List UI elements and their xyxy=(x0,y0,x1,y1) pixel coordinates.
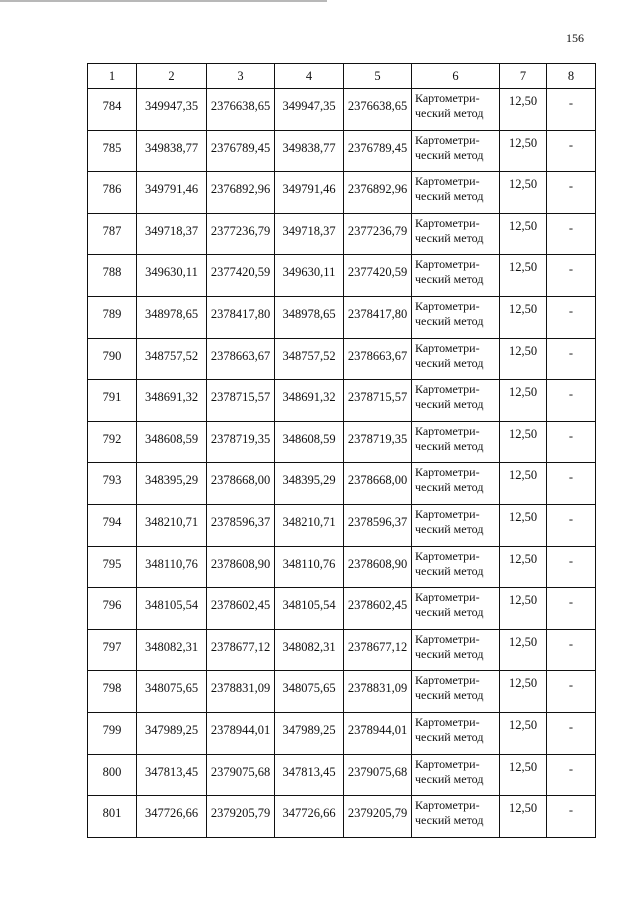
point-number-cell: 797 xyxy=(88,629,137,671)
table-row xyxy=(88,421,596,463)
x-coordinate-repeat-cell: 347989,25 xyxy=(275,712,344,754)
note-cell: - xyxy=(547,338,596,380)
note-cell: - xyxy=(547,629,596,671)
x-coordinate-cell: 349718,37 xyxy=(137,213,207,255)
y-coordinate-repeat-cell: 2378663,67 xyxy=(344,338,412,380)
method-line-2: ческий метод xyxy=(415,438,484,453)
point-number-cell: 798 xyxy=(88,671,137,713)
x-coordinate-repeat-cell: 348082,31 xyxy=(275,629,344,671)
method-line-2: ческий метод xyxy=(415,729,484,744)
x-coordinate-cell: 348075,65 xyxy=(137,671,207,713)
method-line-2: ческий метод xyxy=(415,646,484,661)
method-line-2: ческий метод xyxy=(415,771,484,786)
x-coordinate-repeat-cell: 348757,52 xyxy=(275,338,344,380)
method-line-2: ческий метод xyxy=(415,189,484,204)
width-cell: 12,50 xyxy=(500,463,547,505)
method-line-1: Картометри- xyxy=(415,132,480,147)
method-line-2: ческий метод xyxy=(415,313,484,328)
width-cell: 12,50 xyxy=(500,338,547,380)
method-line-2: ческий метод xyxy=(415,688,484,703)
method-line-2: ческий метод xyxy=(415,563,484,578)
method-line-1: Картометри- xyxy=(415,215,480,230)
x-coordinate-repeat-cell: 348978,65 xyxy=(275,296,344,338)
method-cell xyxy=(412,463,500,505)
header-cell-7: 7 xyxy=(500,64,547,89)
width-cell: 12,50 xyxy=(500,130,547,172)
table-row xyxy=(88,796,596,838)
header-cell-2: 2 xyxy=(137,64,207,89)
y-coordinate-cell: 2376638,65 xyxy=(207,89,275,131)
method-cell xyxy=(412,629,500,671)
method-cell xyxy=(412,796,500,838)
method-cell xyxy=(412,89,500,131)
method-cell xyxy=(412,546,500,588)
y-coordinate-cell: 2378715,57 xyxy=(207,380,275,422)
point-number-cell: 794 xyxy=(88,504,137,546)
width-cell: 12,50 xyxy=(500,588,547,630)
x-coordinate-cell: 348082,31 xyxy=(137,629,207,671)
method-cell xyxy=(412,504,500,546)
point-number-cell: 787 xyxy=(88,213,137,255)
scan-edge-line xyxy=(0,0,327,2)
method-line-1: Картометри- xyxy=(415,465,480,480)
width-cell: 12,50 xyxy=(500,629,547,671)
note-cell: - xyxy=(547,546,596,588)
method-line-2: ческий метод xyxy=(415,106,484,120)
table-row xyxy=(88,754,596,796)
x-coordinate-cell: 348608,59 xyxy=(137,421,207,463)
point-number-cell: 799 xyxy=(88,712,137,754)
note-cell: - xyxy=(547,213,596,255)
x-coordinate-cell: 349838,77 xyxy=(137,130,207,172)
page-number: 156 xyxy=(566,31,584,45)
y-coordinate-repeat-cell: 2378608,90 xyxy=(344,546,412,588)
table-row xyxy=(88,671,596,713)
y-coordinate-cell: 2376789,45 xyxy=(207,130,275,172)
method-line-2: ческий метод xyxy=(415,605,484,620)
y-coordinate-repeat-cell: 2378677,12 xyxy=(344,629,412,671)
method-line-2: ческий метод xyxy=(415,397,484,412)
width-cell: 12,50 xyxy=(500,296,547,338)
method-line-1: Картометри- xyxy=(415,298,480,313)
y-coordinate-cell: 2379075,68 xyxy=(207,754,275,796)
note-cell: - xyxy=(547,130,596,172)
note-cell: - xyxy=(547,588,596,630)
table-row xyxy=(88,172,596,214)
point-number-cell: 796 xyxy=(88,588,137,630)
note-cell: - xyxy=(547,463,596,505)
method-line-1: Картометри- xyxy=(415,714,480,729)
method-line-2: ческий метод xyxy=(415,147,484,162)
y-coordinate-repeat-cell: 2378944,01 xyxy=(344,712,412,754)
y-coordinate-repeat-cell: 2378596,37 xyxy=(344,504,412,546)
point-number-cell: 793 xyxy=(88,463,137,505)
width-cell: 12,50 xyxy=(500,712,547,754)
y-coordinate-cell: 2378831,09 xyxy=(207,671,275,713)
width-cell: 12,50 xyxy=(500,89,547,131)
method-cell xyxy=(412,213,500,255)
point-number-cell: 786 xyxy=(88,172,137,214)
x-coordinate-cell: 348691,32 xyxy=(137,380,207,422)
x-coordinate-cell: 348110,76 xyxy=(137,546,207,588)
table-row xyxy=(88,296,596,338)
table-row xyxy=(88,546,596,588)
x-coordinate-repeat-cell: 349947,35 xyxy=(275,89,344,131)
point-number-cell: 792 xyxy=(88,421,137,463)
x-coordinate-repeat-cell: 348075,65 xyxy=(275,671,344,713)
x-coordinate-repeat-cell: 348608,59 xyxy=(275,421,344,463)
x-coordinate-repeat-cell: 348210,71 xyxy=(275,504,344,546)
header-cell-3: 3 xyxy=(207,64,275,89)
y-coordinate-cell: 2378417,80 xyxy=(207,296,275,338)
width-cell: 12,50 xyxy=(500,255,547,297)
y-coordinate-cell: 2378677,12 xyxy=(207,629,275,671)
x-coordinate-repeat-cell: 347726,66 xyxy=(275,796,344,838)
point-number-cell: 800 xyxy=(88,754,137,796)
point-number-cell: 784 xyxy=(88,89,137,131)
y-coordinate-cell: 2378668,00 xyxy=(207,463,275,505)
y-coordinate-repeat-cell: 2378668,00 xyxy=(344,463,412,505)
y-coordinate-cell: 2378608,90 xyxy=(207,546,275,588)
x-coordinate-cell: 348210,71 xyxy=(137,504,207,546)
width-cell: 12,50 xyxy=(500,754,547,796)
x-coordinate-cell: 348105,54 xyxy=(137,588,207,630)
method-line-2: ческий метод xyxy=(415,272,484,287)
x-coordinate-repeat-cell: 349791,46 xyxy=(275,172,344,214)
y-coordinate-cell: 2378663,67 xyxy=(207,338,275,380)
x-coordinate-repeat-cell: 349718,37 xyxy=(275,213,344,255)
table-row xyxy=(88,588,596,630)
x-coordinate-repeat-cell: 348691,32 xyxy=(275,380,344,422)
x-coordinate-cell: 347989,25 xyxy=(137,712,207,754)
method-line-1: Картометри- xyxy=(415,340,480,355)
y-coordinate-cell: 2378719,35 xyxy=(207,421,275,463)
method-line-1: Картометри- xyxy=(415,631,480,646)
table-header-row xyxy=(88,64,596,89)
method-line-1: Картометри- xyxy=(415,548,480,563)
header-cell-5: 5 xyxy=(344,64,412,89)
point-number-cell: 790 xyxy=(88,338,137,380)
coordinates-table xyxy=(87,63,596,838)
method-line-2: ческий метод xyxy=(415,230,484,245)
method-cell xyxy=(412,338,500,380)
x-coordinate-repeat-cell: 348110,76 xyxy=(275,546,344,588)
y-coordinate-repeat-cell: 2378417,80 xyxy=(344,296,412,338)
method-line-1: Картометри- xyxy=(415,423,480,438)
note-cell: - xyxy=(547,172,596,214)
method-line-1: Картометри- xyxy=(415,798,480,813)
y-coordinate-repeat-cell: 2376789,45 xyxy=(344,130,412,172)
header-cell-8: 8 xyxy=(547,64,596,89)
width-cell: 12,50 xyxy=(500,172,547,214)
y-coordinate-cell: 2378944,01 xyxy=(207,712,275,754)
method-cell xyxy=(412,588,500,630)
table-row xyxy=(88,213,596,255)
method-cell xyxy=(412,712,500,754)
method-cell xyxy=(412,255,500,297)
y-coordinate-repeat-cell: 2376892,96 xyxy=(344,172,412,214)
note-cell: - xyxy=(547,296,596,338)
table-body xyxy=(88,64,596,838)
method-line-1: Картометри- xyxy=(415,257,480,272)
width-cell: 12,50 xyxy=(500,796,547,838)
method-cell xyxy=(412,130,500,172)
table-row xyxy=(88,463,596,505)
method-line-1: Картометри- xyxy=(415,673,480,688)
x-coordinate-cell: 348978,65 xyxy=(137,296,207,338)
table-row xyxy=(88,89,596,131)
point-number-cell: 795 xyxy=(88,546,137,588)
x-coordinate-cell: 349947,35 xyxy=(137,89,207,131)
method-line-1: Картометри- xyxy=(415,756,480,771)
y-coordinate-repeat-cell: 2377236,79 xyxy=(344,213,412,255)
note-cell: - xyxy=(547,712,596,754)
y-coordinate-cell: 2377236,79 xyxy=(207,213,275,255)
method-line-2: ческий метод xyxy=(415,480,484,495)
y-coordinate-cell: 2378602,45 xyxy=(207,588,275,630)
y-coordinate-cell: 2378596,37 xyxy=(207,504,275,546)
x-coordinate-repeat-cell: 349630,11 xyxy=(275,255,344,297)
y-coordinate-cell: 2377420,59 xyxy=(207,255,275,297)
x-coordinate-cell: 348757,52 xyxy=(137,338,207,380)
method-cell xyxy=(412,172,500,214)
width-cell: 12,50 xyxy=(500,213,547,255)
width-cell: 12,50 xyxy=(500,671,547,713)
x-coordinate-repeat-cell: 348395,29 xyxy=(275,463,344,505)
table-row xyxy=(88,255,596,297)
x-coordinate-repeat-cell: 347813,45 xyxy=(275,754,344,796)
method-line-1: Картометри- xyxy=(415,506,480,521)
point-number-cell: 788 xyxy=(88,255,137,297)
y-coordinate-cell: 2379205,79 xyxy=(207,796,275,838)
x-coordinate-repeat-cell: 349838,77 xyxy=(275,130,344,172)
width-cell: 12,50 xyxy=(500,546,547,588)
method-cell xyxy=(412,296,500,338)
table-row xyxy=(88,338,596,380)
point-number-cell: 785 xyxy=(88,130,137,172)
x-coordinate-cell: 347726,66 xyxy=(137,796,207,838)
y-coordinate-repeat-cell: 2376638,65 xyxy=(344,89,412,131)
note-cell: - xyxy=(547,89,596,131)
header-cell-6: 6 xyxy=(412,64,500,89)
method-cell xyxy=(412,671,500,713)
y-coordinate-repeat-cell: 2379075,68 xyxy=(344,754,412,796)
y-coordinate-repeat-cell: 2378831,09 xyxy=(344,671,412,713)
x-coordinate-cell: 347813,45 xyxy=(137,754,207,796)
point-number-cell: 789 xyxy=(88,296,137,338)
y-coordinate-cell: 2376892,96 xyxy=(207,172,275,214)
x-coordinate-cell: 349630,11 xyxy=(137,255,207,297)
note-cell: - xyxy=(547,255,596,297)
note-cell: - xyxy=(547,754,596,796)
note-cell: - xyxy=(547,671,596,713)
header-cell-4: 4 xyxy=(275,64,344,89)
table-row xyxy=(88,380,596,422)
method-line-2: ческий метод xyxy=(415,521,484,536)
method-cell xyxy=(412,421,500,463)
note-cell: - xyxy=(547,380,596,422)
method-line-2: ческий метод xyxy=(415,355,484,370)
note-cell: - xyxy=(547,421,596,463)
y-coordinate-repeat-cell: 2377420,59 xyxy=(344,255,412,297)
note-cell: - xyxy=(547,504,596,546)
method-line-1: Картометри- xyxy=(415,382,480,397)
table-row xyxy=(88,629,596,671)
header-cell-1: 1 xyxy=(88,64,137,89)
width-cell: 12,50 xyxy=(500,421,547,463)
table-row xyxy=(88,712,596,754)
width-cell: 12,50 xyxy=(500,504,547,546)
method-line-1: Картометри- xyxy=(415,91,480,105)
note-cell: - xyxy=(547,796,596,838)
method-cell xyxy=(412,754,500,796)
width-cell: 12,50 xyxy=(500,380,547,422)
method-cell xyxy=(412,380,500,422)
table-row xyxy=(88,504,596,546)
x-coordinate-repeat-cell: 348105,54 xyxy=(275,588,344,630)
y-coordinate-repeat-cell: 2378715,57 xyxy=(344,380,412,422)
table-row xyxy=(88,130,596,172)
y-coordinate-repeat-cell: 2378602,45 xyxy=(344,588,412,630)
y-coordinate-repeat-cell: 2379205,79 xyxy=(344,796,412,838)
point-number-cell: 791 xyxy=(88,380,137,422)
method-line-2: ческий метод xyxy=(415,813,484,828)
method-line-1: Картометри- xyxy=(415,590,480,605)
x-coordinate-cell: 348395,29 xyxy=(137,463,207,505)
point-number-cell: 801 xyxy=(88,796,137,838)
x-coordinate-cell: 349791,46 xyxy=(137,172,207,214)
y-coordinate-repeat-cell: 2378719,35 xyxy=(344,421,412,463)
method-line-1: Картометри- xyxy=(415,174,480,189)
